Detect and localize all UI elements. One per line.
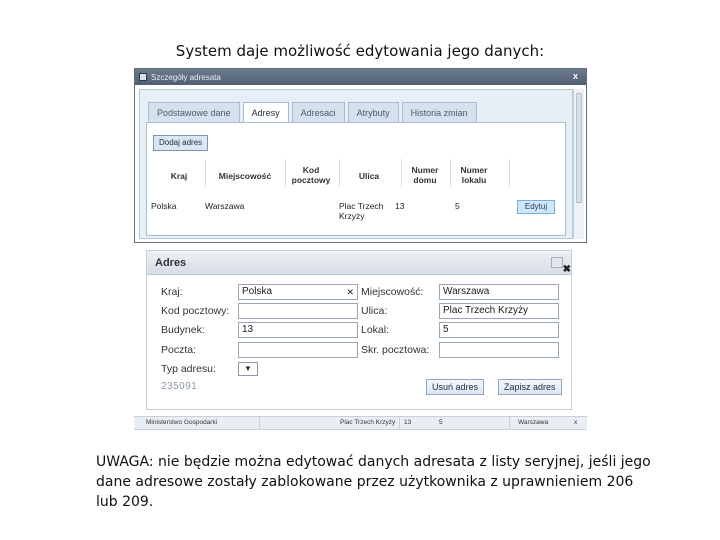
cell-street: Plac Trzech Krzyży (339, 201, 384, 221)
strip-cell-city: Warszawa (518, 419, 549, 426)
column-divider (509, 417, 510, 430)
addresses-panel (146, 122, 566, 236)
country-value: Polska (242, 286, 273, 297)
column-header-country: Kraj (170, 171, 188, 181)
scrollbar-thumb[interactable] (576, 93, 582, 203)
column-header-house-number: Numer domu (411, 165, 439, 185)
column-header-postal-code: Kod pocztowy (291, 165, 331, 185)
window-titlebar[interactable] (135, 69, 586, 85)
flat-label: Lokal: (361, 324, 390, 336)
delete-address-button[interactable]: Usuń adres (426, 379, 484, 395)
tab-bar (148, 102, 480, 122)
cell-country: Polska (151, 201, 177, 211)
column-divider (509, 159, 510, 187)
country-field[interactable] (238, 284, 358, 300)
po-box-field[interactable] (439, 342, 559, 358)
close-icon[interactable]: ✖ (562, 264, 571, 275)
add-address-button[interactable]: Dodaj adres (153, 135, 208, 151)
clear-icon[interactable]: ✕ (346, 287, 354, 297)
edit-button[interactable]: Edytuj (517, 200, 555, 214)
dialog-header[interactable] (147, 251, 571, 275)
post-office-label: Poczta: (161, 344, 197, 356)
building-label: Budynek: (161, 324, 205, 336)
recipient-details-window (134, 68, 587, 243)
save-address-button[interactable]: Zapisz adres (498, 379, 562, 395)
cell-city: Warszawa (205, 201, 245, 211)
column-divider (399, 417, 400, 430)
flat-field[interactable]: 5 (439, 322, 559, 338)
cell-flat-number: 5 (455, 201, 460, 211)
street-field[interactable]: Plac Trzech Krzyży (439, 303, 559, 319)
postal-code-field[interactable] (238, 303, 358, 319)
list-row-strip[interactable] (134, 416, 587, 430)
maximize-icon[interactable] (551, 257, 563, 268)
window-body (139, 89, 573, 239)
column-header-city: Miejscowość (218, 171, 272, 181)
city-label: Miejscowość: (361, 286, 424, 298)
strip-cell-flat: 5 (439, 419, 443, 426)
strip-cell-street: Plac Trzech Krzyży (340, 419, 396, 426)
warning-note: UWAGA: nie będzie można edytować danych adresata z listy seryjnej, jeśli jego dane adresowe zostały zablokowane przez użytkownika z uprawnieniem 206 lub 209. (96, 454, 651, 510)
column-divider (450, 159, 451, 187)
post-office-field[interactable] (238, 342, 358, 358)
postal-code-label: Kod pocztowy: (161, 305, 230, 317)
column-divider (339, 159, 340, 187)
strip-cell-house: 13 (404, 419, 412, 426)
address-type-select[interactable]: ▼ (238, 362, 258, 376)
window-icon (139, 73, 147, 81)
address-dialog (146, 250, 572, 410)
country-label: Kraj: (161, 286, 183, 298)
tab-addresses[interactable]: Adresy (243, 102, 289, 122)
dialog-title: Adres (155, 256, 187, 269)
address-table-header (147, 159, 567, 207)
tab-recipients[interactable]: Adresaci (292, 102, 345, 122)
record-id: 235091 (161, 381, 198, 392)
column-divider (401, 159, 402, 187)
tab-history[interactable]: Historia zmian (402, 102, 477, 122)
cell-house-number: 13 (395, 201, 405, 211)
column-header-street: Ulica (358, 171, 380, 181)
tab-basic-data[interactable]: Podstawowe dane (148, 102, 240, 122)
column-divider (285, 159, 286, 187)
column-header-flat-number: Numer lokalu (460, 165, 488, 185)
scrollbar[interactable] (573, 89, 584, 239)
column-divider (259, 417, 260, 430)
slide-title: System daje możliwość edytowania jego danych: (175, 42, 545, 60)
strip-cell-name: Ministerstwo Gospodarki (146, 419, 218, 426)
tab-attributes[interactable]: Atrybuty (348, 102, 399, 122)
po-box-label: Skr. pocztowa: (361, 344, 430, 356)
building-field[interactable]: 13 (238, 322, 358, 338)
table-row[interactable] (147, 201, 567, 231)
window-title: Szczegóły adresata (151, 72, 221, 82)
address-type-label: Typ adresu: (161, 363, 216, 375)
close-icon[interactable]: x (572, 71, 578, 81)
city-field[interactable]: Warszawa (439, 284, 559, 300)
column-divider (205, 159, 206, 187)
street-label: Ulica: (361, 305, 388, 317)
close-icon[interactable]: x (574, 419, 578, 426)
